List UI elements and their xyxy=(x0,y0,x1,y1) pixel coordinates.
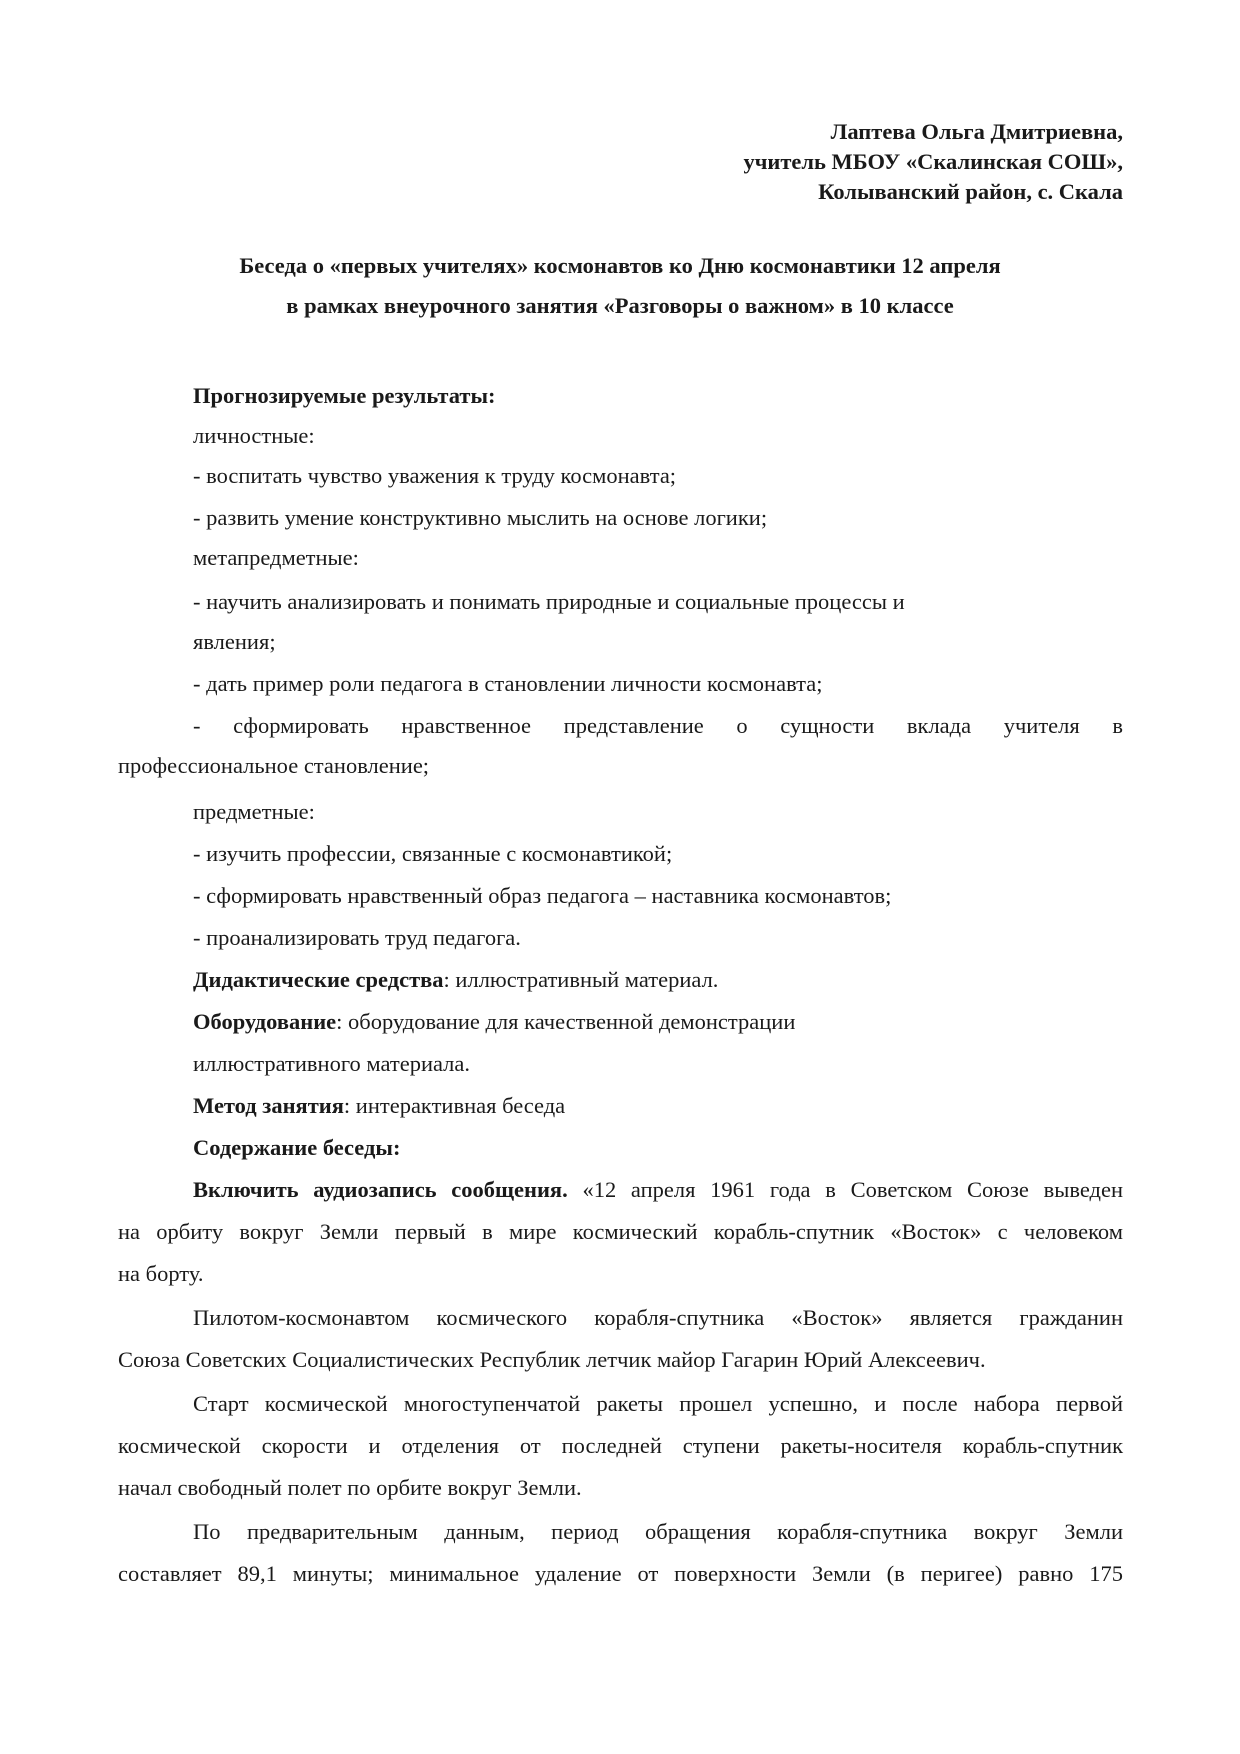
lesson-method-value: : интерактивная беседа xyxy=(343,1093,566,1118)
subject-item-3: - проанализировать труд педагога. xyxy=(193,925,521,950)
para3-line-2: космической скорости и отделения от последней ступени ракеты-носителя корабль-спутник xyxy=(118,1433,1123,1458)
para2-line-1: Пилотом-космонавтом космического корабля-спутника «Восток» является гражданин xyxy=(193,1305,1123,1330)
para4-line-2: составляет 89,1 минуты; минимальное удаление от поверхности Земли (в перигее) равно 175 xyxy=(118,1561,1123,1586)
didactic-means-value: : иллюстративный материал. xyxy=(443,967,719,992)
meta-label: метапредметные: xyxy=(193,545,359,570)
results-heading: Прогнозируемые результаты: xyxy=(193,383,496,408)
equipment-value: : оборудование для качественной демонстрации xyxy=(336,1009,796,1034)
equipment-value-line-2: иллюстративного материала. xyxy=(193,1051,471,1076)
para1-line-3: на борту. xyxy=(118,1261,204,1286)
didactic-means xyxy=(193,965,718,995)
equipment xyxy=(193,1007,795,1037)
meta-item-3-line-1: - сформировать нравственное представление о сущности вклада учителя в xyxy=(193,713,1123,738)
para1-line-2: на орбиту вокруг Земли первый в мире космический корабль-спутник «Восток» с человеком xyxy=(118,1219,1123,1244)
para1-line-1-text: «12 апреля 1961 года в Советском Союзе выведен xyxy=(567,1177,1123,1202)
meta-item-3-line-2: профессиональное становление; xyxy=(118,753,430,778)
subject-item-1: - изучить профессии, связанные с космонавтикой; xyxy=(193,841,673,866)
author-location: Колыванский район, с. Скала xyxy=(818,179,1123,204)
meta-item-1-line-1: - научить анализировать и понимать природные и социальные процессы и xyxy=(193,589,905,614)
document-title-line-1: Беседа о «первых учителях» космонавтов ко Дню космонавтики 12 апреля xyxy=(239,253,1001,278)
para4-line-1: По предварительным данным, период обращения корабля-спутника вокруг Земли xyxy=(193,1519,1123,1544)
document-title-line-2: в рамках внеурочного занятия «Разговоры о важном» в 10 классе xyxy=(286,293,954,318)
para3-line-1: Старт космической многоступенчатой ракеты прошел успешно, и после набора первой xyxy=(193,1391,1123,1416)
meta-item-2: - дать пример роли педагога в становлении личности космонавта; xyxy=(193,671,823,696)
subject-item-2: - сформировать нравственный образ педагога – наставника космонавтов; xyxy=(193,883,892,908)
para2-line-2: Союза Советских Социалистических Республик летчик майор Гагарин Юрий Алексеевич. xyxy=(118,1347,986,1372)
content-heading: Содержание беседы: xyxy=(193,1135,401,1160)
para3-line-3: начал свободный полет по орбите вокруг Земли. xyxy=(118,1475,582,1500)
subject-label: предметные: xyxy=(193,799,315,824)
para1-lead: Включить аудиозапись сообщения. xyxy=(193,1177,568,1202)
lesson-method-label: Метод занятия xyxy=(193,1093,344,1118)
author-name: Лаптева Ольга Дмитриевна, xyxy=(830,119,1123,144)
didactic-means-label: Дидактические средства xyxy=(193,967,444,992)
personal-item-2: - развить умение конструктивно мыслить на основе логики; xyxy=(193,505,768,530)
personal-item-1: - воспитать чувство уважения к труду космонавта; xyxy=(193,463,677,488)
author-position: учитель МБОУ «Скалинская СОШ», xyxy=(743,149,1123,174)
meta-item-1-line-2: явления; xyxy=(193,629,276,654)
personal-label: личностные: xyxy=(193,423,315,448)
lesson-method xyxy=(193,1091,565,1121)
equipment-label: Оборудование xyxy=(193,1009,337,1034)
para1-line-1 xyxy=(193,1175,1123,1205)
